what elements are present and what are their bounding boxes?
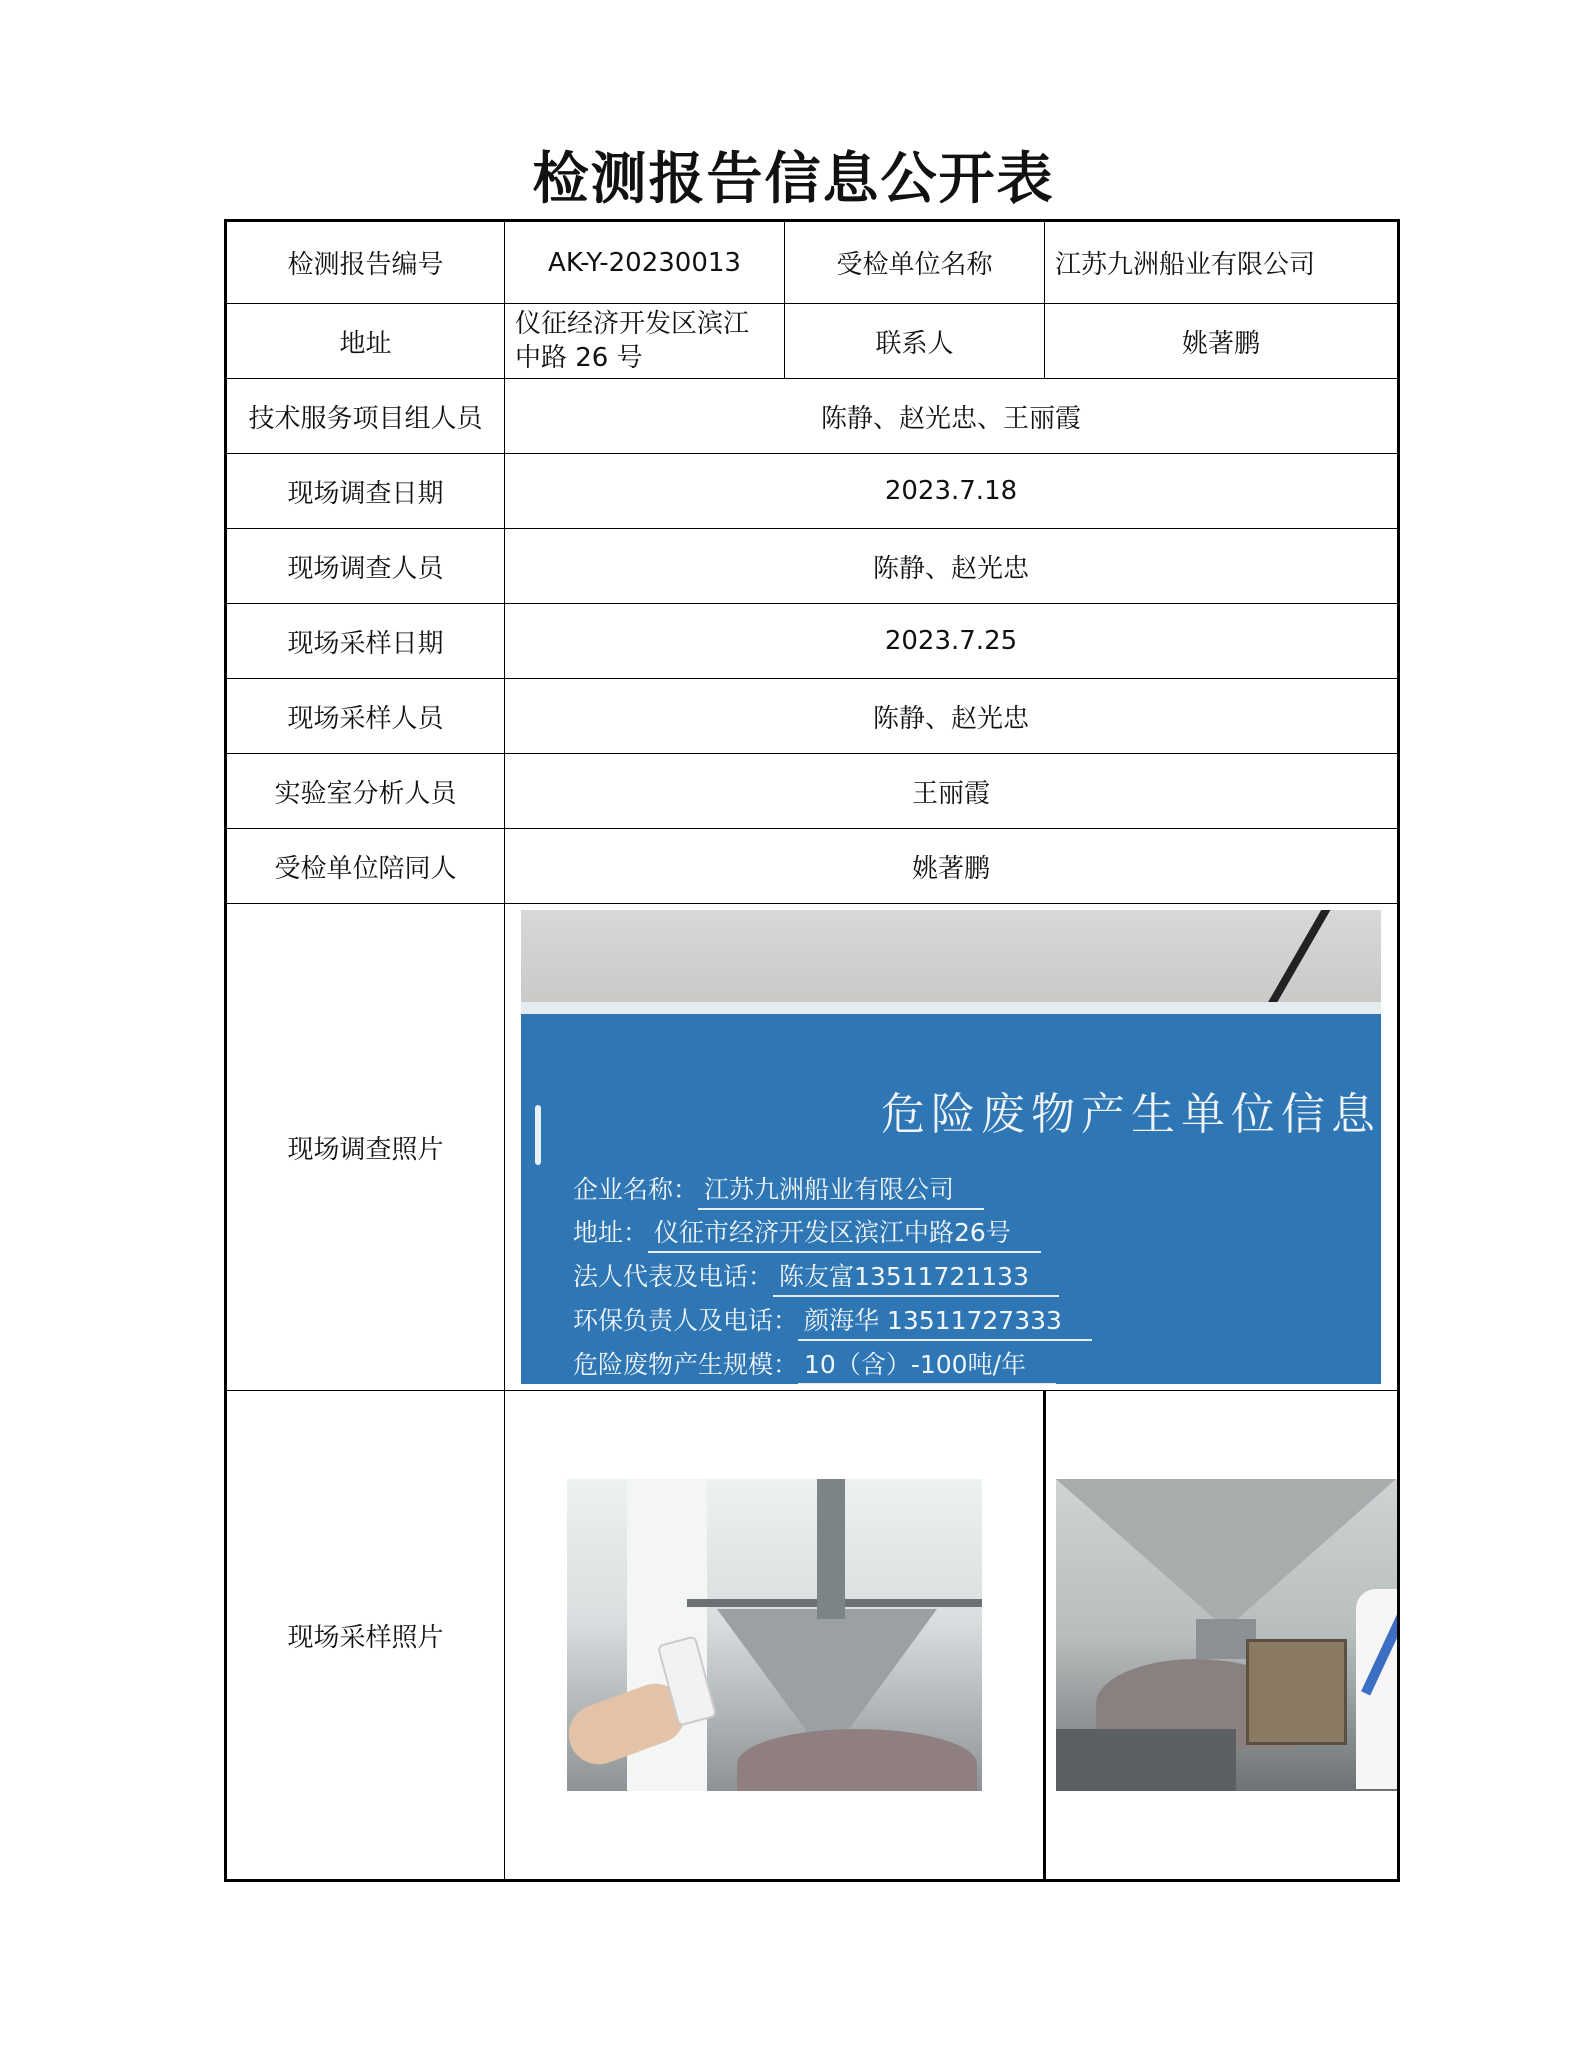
sign-line-value: 10（含）-100吨/年 <box>798 1345 1056 1384</box>
table-row <box>226 529 1399 604</box>
hopper <box>1056 1479 1396 1629</box>
sign-line-company <box>573 1170 984 1210</box>
sampling-staff-value: 陈静、赵光忠 <box>505 679 1399 754</box>
unit-name-label: 受检单位名称 <box>785 221 1045 304</box>
sampling-date-label: 现场采样日期 <box>226 604 505 679</box>
unit-name-value: 江苏九洲船业有限公司 <box>1045 221 1399 304</box>
escort-value: 姚著鹏 <box>505 829 1399 904</box>
report-no-value: AK-Y-20230013 <box>505 221 785 304</box>
sign-line-address <box>573 1213 1041 1253</box>
sign-line-value: 仪征市经济开发区滨江中路26号 <box>648 1213 1041 1253</box>
table-row <box>226 379 1399 454</box>
address-value: 仪征经济开发区滨江中路 26 号 <box>505 304 785 379</box>
page-title: 检测报告信息公开表 <box>532 147 1055 212</box>
contact-value: 姚著鹏 <box>1045 304 1399 379</box>
tank <box>737 1729 977 1791</box>
survey-staff-label: 现场调查人员 <box>226 529 505 604</box>
survey-staff-value: 陈静、赵光忠 <box>505 529 1399 604</box>
platform <box>1056 1729 1236 1791</box>
sign-line-label: 环保负责人及电话： <box>573 1306 799 1335</box>
survey-date-label: 现场调查日期 <box>226 454 505 529</box>
team-label: 技术服务项目组人员 <box>226 379 505 454</box>
wall-area <box>521 910 1381 1005</box>
sign-frame <box>521 1002 1381 1014</box>
table-row <box>226 904 1399 1391</box>
table-row <box>226 454 1399 529</box>
sign-line-scale <box>573 1345 1056 1384</box>
sign-line-env-contact <box>573 1301 1092 1341</box>
motor-shaft <box>817 1479 845 1619</box>
report-table <box>224 219 1400 1882</box>
survey-photo-cell <box>505 904 1399 1391</box>
survey-date-value: 2023.7.18 <box>505 454 1399 529</box>
team-value: 陈静、赵光忠、王丽霞 <box>505 379 1399 454</box>
contact-label: 联系人 <box>785 304 1045 379</box>
sign-heading: 危险废物产生单位信息 <box>881 1089 1381 1140</box>
sign-line-value: 陈友富13511721133 <box>773 1257 1059 1297</box>
sampling-photo-sampler <box>1056 1479 1399 1791</box>
table-row <box>226 604 1399 679</box>
address-label: 地址 <box>226 304 505 379</box>
sign-line-label: 地址： <box>573 1218 649 1247</box>
sign-line-label: 企业名称： <box>573 1175 699 1204</box>
sampling-photo-cell-2 <box>1045 1391 1399 1881</box>
sampling-photo-label: 现场采样照片 <box>226 1391 505 1881</box>
sampling-staff-label: 现场采样人员 <box>226 679 505 754</box>
lab-staff-value: 王丽霞 <box>505 754 1399 829</box>
sign-line-value: 江苏九洲船业有限公司 <box>698 1170 984 1210</box>
table-row <box>226 221 1399 304</box>
sampling-photo-cell-1 <box>505 1391 1045 1881</box>
air-sampler <box>1246 1639 1347 1745</box>
table-row <box>226 829 1399 904</box>
table-row <box>226 679 1399 754</box>
sampling-date-value: 2023.7.25 <box>505 604 1399 679</box>
sign-line-legal-rep <box>573 1257 1059 1297</box>
table-row <box>226 1391 1399 1881</box>
escort-label: 受检单位陪同人 <box>226 829 505 904</box>
report-no-label: 检测报告编号 <box>226 221 505 304</box>
survey-sign-photo <box>521 910 1381 1384</box>
sign-pin <box>535 1105 541 1165</box>
table-row <box>226 754 1399 829</box>
survey-photo-label: 现场调查照片 <box>226 904 505 1391</box>
lab-staff-label: 实验室分析人员 <box>226 754 505 829</box>
sign-line-label: 法人代表及电话： <box>573 1262 774 1291</box>
sign-line-label: 危险废物产生规模： <box>573 1350 799 1379</box>
sampling-photo-noise-meter <box>567 1479 982 1791</box>
table-row <box>226 304 1399 379</box>
sign-line-value: 颜海华 13511727333 <box>798 1301 1092 1341</box>
